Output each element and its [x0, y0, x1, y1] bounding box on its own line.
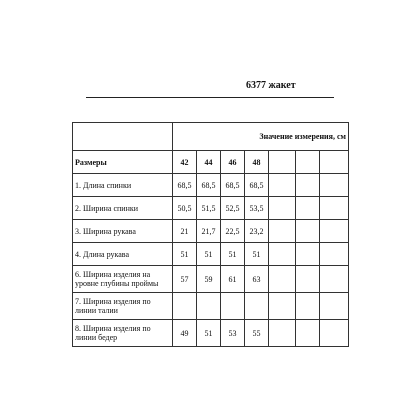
- table-cell: 51: [197, 320, 221, 347]
- param-label: 4. Длина рукава: [73, 243, 173, 266]
- param-label: 2. Ширина спинки: [73, 197, 173, 220]
- table-cell: 68,5: [197, 174, 221, 197]
- table-cell: 68,5: [173, 174, 197, 197]
- table-cell: [173, 293, 197, 320]
- param-label: 6. Ширина изделия на уровне глубины проймы: [73, 266, 173, 293]
- empty-cell: [269, 293, 296, 320]
- empty-cell: [320, 197, 349, 220]
- table-cell: 21,7: [197, 220, 221, 243]
- param-label: 8. Ширина изделия по линии бедер: [73, 320, 173, 347]
- measurement-header: Значение измерения, см: [173, 123, 349, 151]
- table-cell: 51: [173, 243, 197, 266]
- empty-cell: [296, 243, 320, 266]
- table-cell: 51,5: [197, 197, 221, 220]
- table-cell: 57: [173, 266, 197, 293]
- table-row: [73, 266, 349, 293]
- table-cell: 22,5: [221, 220, 245, 243]
- size-header: 48: [245, 151, 269, 174]
- param-label: 3. Ширина рукава: [73, 220, 173, 243]
- param-label: 1. Длина спинки: [73, 174, 173, 197]
- table-cell: 49: [173, 320, 197, 347]
- empty-cell: [296, 197, 320, 220]
- table-cell: 53,5: [245, 197, 269, 220]
- table-row: [73, 220, 349, 243]
- table-row: [73, 197, 349, 220]
- size-measurement-table: [72, 122, 349, 347]
- table-cell: [245, 293, 269, 320]
- table-row: [73, 243, 349, 266]
- table-cell: 63: [245, 266, 269, 293]
- table-cell: 50,5: [173, 197, 197, 220]
- empty-cell: [269, 220, 296, 243]
- table-cell: 55: [245, 320, 269, 347]
- size-header: 44: [197, 151, 221, 174]
- table-row: [73, 174, 349, 197]
- table-row: [73, 320, 349, 347]
- empty-cell: [269, 320, 296, 347]
- table-cell: 51: [245, 243, 269, 266]
- size-header: 42: [173, 151, 197, 174]
- empty-cell: [269, 266, 296, 293]
- empty-cell: [296, 220, 320, 243]
- empty-cell: [320, 220, 349, 243]
- table-size-header-row: [73, 151, 349, 174]
- table-cell: 23,2: [245, 220, 269, 243]
- table-cell: [221, 293, 245, 320]
- table-cell: 68,5: [245, 174, 269, 197]
- table-measure-header-row: [73, 123, 349, 151]
- table-cell: 68,5: [221, 174, 245, 197]
- empty-cell: [269, 243, 296, 266]
- table-cell: 52,5: [221, 197, 245, 220]
- param-label: 7. Ширина изделия по линии талии: [73, 293, 173, 320]
- empty-cell: [296, 174, 320, 197]
- empty-cell: [320, 293, 349, 320]
- table-cell: [197, 293, 221, 320]
- empty-cell: [296, 266, 320, 293]
- table-cell: 51: [197, 243, 221, 266]
- empty-cell: [320, 243, 349, 266]
- document-title: 6377 жакет: [246, 80, 296, 91]
- empty-cell: [320, 174, 349, 197]
- empty-cell: [320, 266, 349, 293]
- empty-cell: [269, 151, 296, 174]
- table-cell: 61: [221, 266, 245, 293]
- table-corner-cell: [73, 123, 173, 151]
- empty-cell: [296, 293, 320, 320]
- empty-cell: [269, 197, 296, 220]
- table-cell: 51: [221, 243, 245, 266]
- table-cell: 53: [221, 320, 245, 347]
- empty-cell: [296, 320, 320, 347]
- empty-cell: [296, 151, 320, 174]
- empty-cell: [269, 174, 296, 197]
- table-cell: 59: [197, 266, 221, 293]
- row-header-sizes: Размеры: [73, 151, 173, 174]
- table-cell: 21: [173, 220, 197, 243]
- title-underline: [86, 97, 334, 98]
- table-row: [73, 293, 349, 320]
- size-header: 46: [221, 151, 245, 174]
- empty-cell: [320, 151, 349, 174]
- empty-cell: [320, 320, 349, 347]
